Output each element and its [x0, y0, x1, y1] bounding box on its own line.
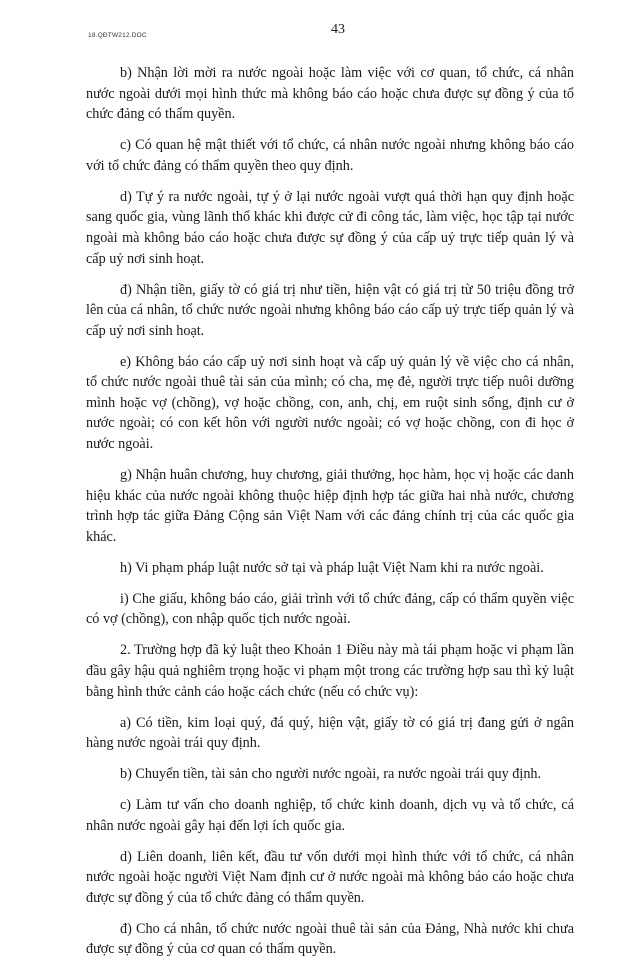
paragraph-2d: d) Liên doanh, liên kết, đầu tư vốn dưới mọi hình thức với tổ chức, cá nhân nước ngoài hoặc người Việt Nam định cư ở nước ngoài mà không báo cáo hoặc chưa được sự đồng ý của tổ chức đảng có thẩm quyền. [86, 848, 574, 906]
paragraph-1d: d) Tự ý ra nước ngoài, tự ý ở lại nước ngoài vượt quá thời hạn quy định hoặc sang quốc gia, vùng lãnh thổ khác khi được cử đi công tác, làm việc, học tập tại nước ngoài mà không báo cáo hoặc chưa được sự đồng ý của cấp uỷ trực tiếp quản lý và cấp uỷ nơi sinh hoạt. [86, 188, 574, 267]
paragraph-1c: c) Có quan hệ mật thiết với tổ chức, cá nhân nước ngoài nhưng không báo cáo với tổ chức đảng có thẩm quyền theo quy định. [86, 137, 574, 174]
paragraph-2b: b) Chuyển tiền, tài sản cho người nước ngoài, ra nước ngoài trái quy định. [120, 766, 542, 783]
paragraph-1h: h) Vi phạm pháp luật nước sở tại và pháp luật Việt Nam khi ra nước ngoài. [120, 559, 544, 576]
paragraph-1dd: đ) Nhận tiền, giấy tờ có giá trị như tiền, hiện vật có giá trị từ 50 triệu đồng trở lên của cá nhân, tổ chức nước ngoài nhưng không báo cáo cấp uỷ trực tiếp quản lý và cấp uỷ nơi sinh hoạt. [86, 281, 574, 339]
paragraph-2dd: đ) Cho cá nhân, tổ chức nước ngoài thuê tài sản của Đảng, Nhà nước khi chưa được sự đồng ý của cơ quan có thẩm quyền. [86, 920, 574, 958]
paragraph-clause-2: 2. Trường hợp đã kỷ luật theo Khoản 1 Điều này mà tái phạm hoặc vi phạm lần đầu gây hậu quả nghiêm trọng hoặc vi phạm một trong các trường hợp sau thì kỷ luật bằng hình thức cảnh cáo hoặc cách chức (nếu có chức vụ): [86, 642, 574, 700]
paragraph-1i: i) Che giấu, không báo cáo, giải trình với tổ chức đảng, cấp có thẩm quyền việc có vợ (chồng), con nhập quốc tịch nước ngoài. [86, 590, 574, 628]
paragraph-1e: e) Không báo cáo cấp uỷ nơi sinh hoạt và cấp uỷ quản lý về việc cho cá nhân, tổ chức nước ngoài thuê tài sản của mình; có cha, mẹ đẻ, người trực tiếp nuôi dưỡng mình hoặc vợ (chồng), vợ hoặc chồng, con, anh, chị, em ruột sinh sống, định cư ở nước ngoài; có con kết hôn với người nước ngoài; có vợ hoặc chồng, con đi học ở nước ngoài. [86, 353, 574, 453]
paragraph-1b: b) Nhận lời mời ra nước ngoài hoặc làm việc với cơ quan, tổ chức, cá nhân nước ngoài dưới mọi hình thức mà không báo cáo hoặc chưa được sự đồng ý của tổ chức đảng có thẩm quyền. [86, 65, 574, 123]
paragraph-1g: g) Nhận huân chương, huy chương, giải thưởng, học hàm, học vị hoặc các danh hiệu khác của nước ngoài không thuộc hiệp định hợp tác giữa hai nhà nước, chương trình hợp tác giữa Đảng Cộng sản Việt Nam với các đảng chính trị của các quốc gia khác. [86, 467, 574, 545]
page-number: 43 [331, 22, 345, 37]
paragraph-2a: a) Có tiền, kim loại quý, đá quý, hiện vật, giấy tờ có giá trị đang gửi ở ngân hàng nước ngoài trái quy định. [86, 714, 574, 752]
document-body [86, 63, 574, 960]
file-label: 18.QĐTW212.DOC [88, 32, 147, 39]
paragraph-2c: c) Làm tư vấn cho doanh nghiệp, tổ chức kinh doanh, dịch vụ và tổ chức, cá nhân nước ngoài gây hại đến lợi ích quốc gia. [86, 797, 574, 834]
